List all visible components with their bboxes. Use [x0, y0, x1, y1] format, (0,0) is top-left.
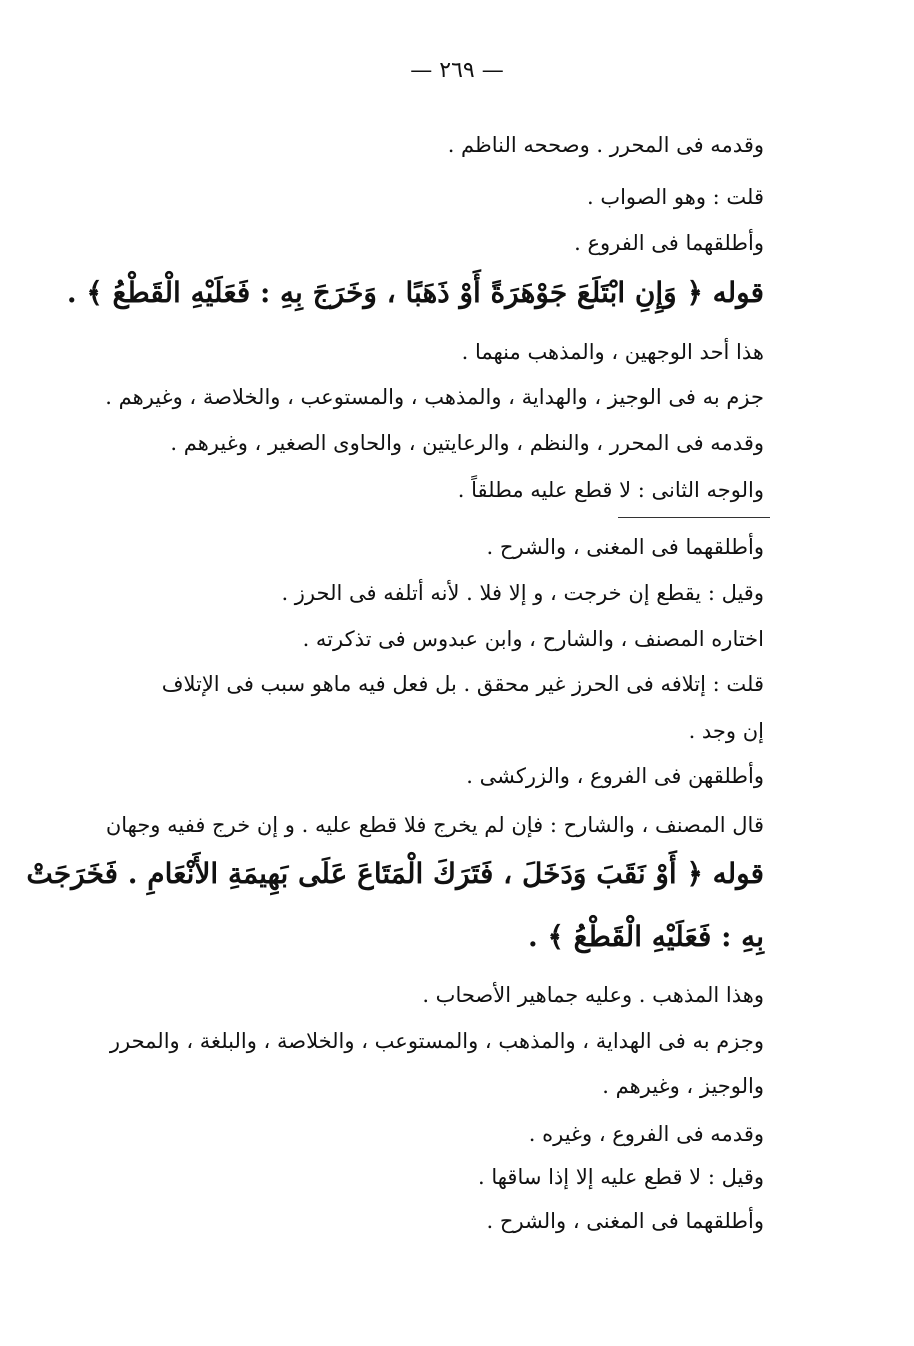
- text-line: اختاره المصنف ، والشارح ، وابن عبدوس فى تذكرته .: [302, 627, 764, 651]
- text-line: والوجيز ، وغيرهم .: [602, 1074, 764, 1098]
- text-line: وجزم به فى الهداية ، والمذهب ، والمستوعب ، والخلاصة ، والبلغة ، والمحرر: [109, 1029, 764, 1053]
- text-line: وهذا المذهب . وعليه جماهير الأصحاب .: [422, 983, 764, 1007]
- text-line: والوجه الثانى : لا قطع عليه مطلقاً .: [457, 478, 764, 502]
- text-line: وقدمه فى الفروع ، وغيره .: [528, 1122, 764, 1146]
- text-line: وقيل : يقطع إن خرجت ، و إلا فلا . لأنه أتلفه فى الحرز .: [281, 581, 764, 605]
- text-line: وأطلقهما فى المغنى ، والشرح .: [486, 535, 764, 559]
- text-line: وأطلقهن فى الفروع ، والزركشى .: [466, 764, 764, 788]
- text-line: قلت : وهو الصواب .: [586, 185, 764, 209]
- text-line: جزم به فى الوجيز ، والهداية ، والمذهب ، والمستوعب ، والخلاصة ، وغيرهم .: [105, 385, 764, 409]
- quoted-text-line: قوله ﴿ أَوْ نَقَبَ وَدَخَلَ ، فَتَرَكَ الْمَتَاعَ عَلَى بَهِيمَةِ الأَنْعَامِ . فَخَرَجَتْ: [26, 857, 764, 890]
- text-line: وقدمه فى المحرر . وصححه الناظم .: [447, 133, 764, 157]
- text-line: قال المصنف ، والشارح : فإن لم يخرج فلا قطع عليه . و إن خرج ففيه وجهان: [105, 813, 764, 837]
- text-line: وأطلقهما فى المغنى ، والشرح .: [486, 1209, 764, 1233]
- page-number: — ٢٦٩ —: [410, 58, 504, 83]
- text-line: قلت : إتلافه فى الحرز غير محقق . بل فعل فيه ماهو سبب فى الإتلاف: [161, 672, 764, 696]
- text-line: وأطلقهما فى الفروع .: [574, 231, 764, 255]
- section-divider: [618, 517, 770, 518]
- quoted-text-line: قوله ﴿ وَإِنِ ابْتَلَعَ جَوْهَرَةً أَوْ ذَهَبًا ، وَخَرَجَ بِهِ : فَعَلَيْهِ الْقَطْعُ ﴾ .: [66, 276, 764, 309]
- text-line: وقيل : لا قطع عليه إلا إذا ساقها .: [477, 1165, 764, 1189]
- quoted-text-line: بِهِ : فَعَلَيْهِ الْقَطْعُ ﴾ .: [527, 920, 764, 953]
- text-line: هذا أحد الوجهين ، والمذهب منهما .: [461, 340, 764, 364]
- text-line: إن وجد .: [688, 719, 764, 743]
- text-line: وقدمه فى المحرر ، والنظم ، والرعايتين ، والحاوى الصغير ، وغيرهم .: [170, 431, 764, 455]
